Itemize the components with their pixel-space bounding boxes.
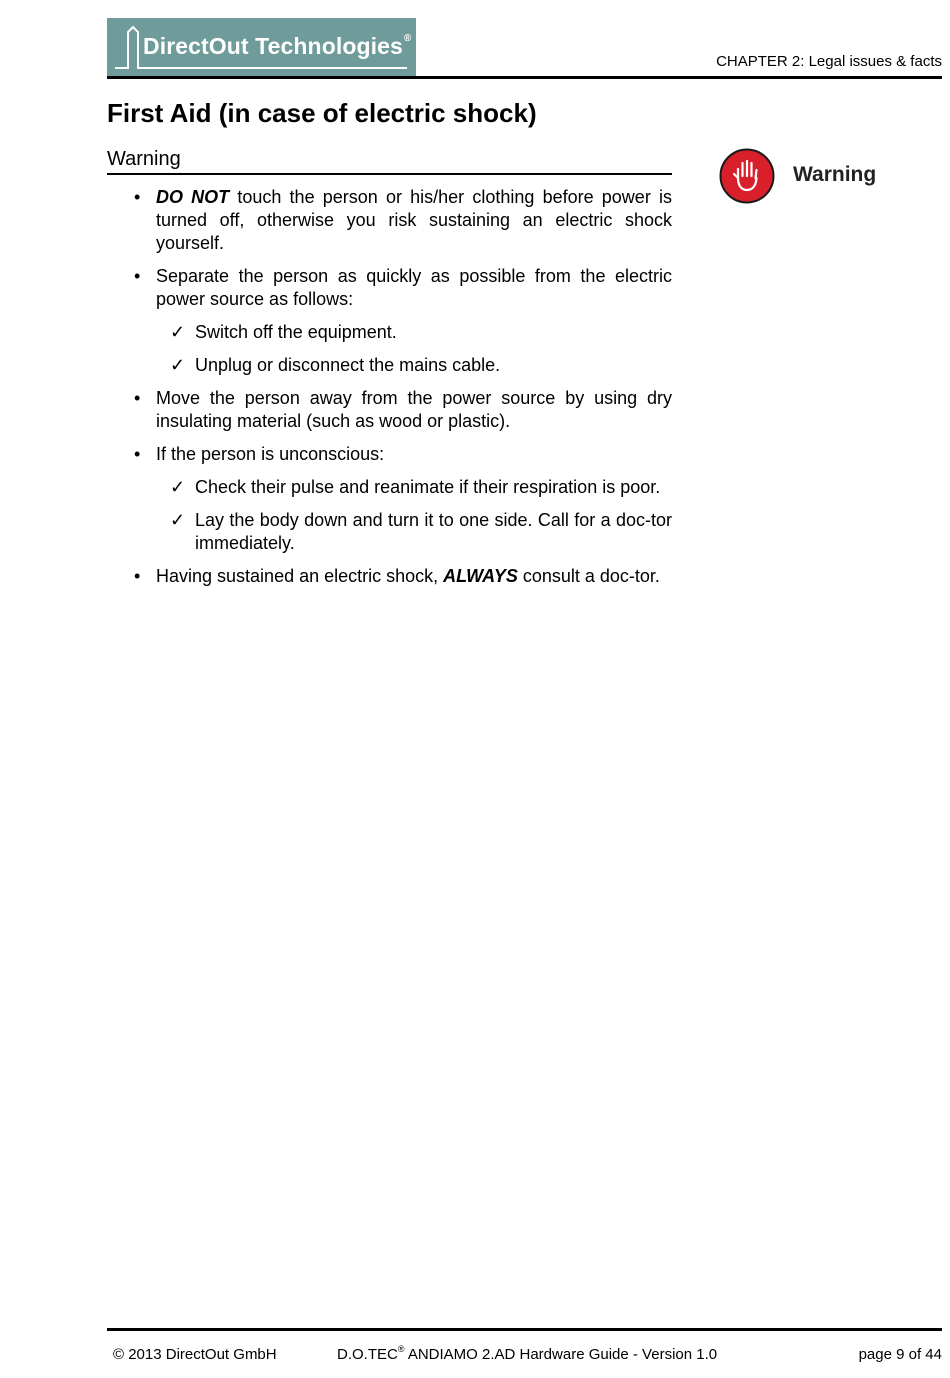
stop-hand-icon [719, 148, 775, 204]
warning-list [107, 186, 672, 598]
list-item [107, 565, 672, 588]
chapter-label: CHAPTER 2: Legal issues & facts [716, 53, 942, 70]
bullet-marker: • [134, 388, 141, 408]
bullet-marker: • [134, 444, 141, 464]
page-title: First Aid (in case of electric shock) [107, 98, 537, 128]
logo-text: DirectOut Technologies® [143, 33, 412, 59]
list-item [107, 186, 672, 255]
list-item [107, 265, 672, 311]
list-item-text: If the person is unconscious: [156, 444, 385, 464]
checklist-item-text: Check their pulse and reanimate if their respiration is poor. [195, 477, 661, 497]
list-item-text: Separate the person as quickly as possible from the electric power source as follows: [156, 266, 672, 309]
bullet-marker: • [134, 566, 141, 586]
checklist-item-text: Switch off the equipment. [195, 322, 397, 342]
list-item-text: touch the person or his/her clothing before power is turned off, otherwise you risk sustaining an electric shock yourself. [156, 187, 672, 253]
checklist-item [107, 476, 672, 499]
footer-copyright: © 2013 DirectOut GmbH [113, 1346, 277, 1363]
footer-page-number: page 9 of 44 [858, 1346, 942, 1363]
checkmark-icon: ✓ [170, 322, 186, 342]
bullet-marker: • [134, 187, 141, 207]
list-item-text: Having sustained an electric shock, [156, 566, 444, 586]
header-rule [107, 76, 942, 79]
bullet-marker: • [134, 266, 141, 286]
footer-document-title: D.O.TEC® ANDIAMO 2.AD Hardware Guide - Version 1.0 [337, 1344, 718, 1363]
emphasis-text: DO NOT [156, 187, 230, 207]
checkmark-icon: ✓ [170, 355, 186, 375]
list-item-text: consult a doc-tor. [517, 566, 660, 586]
checklist-item-text: Unplug or disconnect the mains cable. [195, 355, 501, 375]
list-item [107, 443, 672, 466]
company-logo [107, 18, 416, 78]
warning-badge-label: Warning [793, 163, 877, 186]
checklist-item [107, 509, 672, 555]
checkmark-icon: ✓ [170, 477, 186, 497]
footer-rule [107, 1328, 942, 1331]
section-heading: Warning [107, 148, 672, 175]
checklist-item-text: Lay the body down and turn it to one side. Call for a doc-tor immediately. [195, 510, 672, 553]
emphasis-text: ALWAYS [443, 566, 518, 586]
checklist-item [107, 321, 672, 344]
list-item [107, 387, 672, 433]
list-item-text: Move the person away from the power source by using dry insulating material (such as wood or plastic). [156, 388, 672, 431]
checkmark-icon: ✓ [170, 510, 186, 530]
checklist-item [107, 354, 672, 377]
